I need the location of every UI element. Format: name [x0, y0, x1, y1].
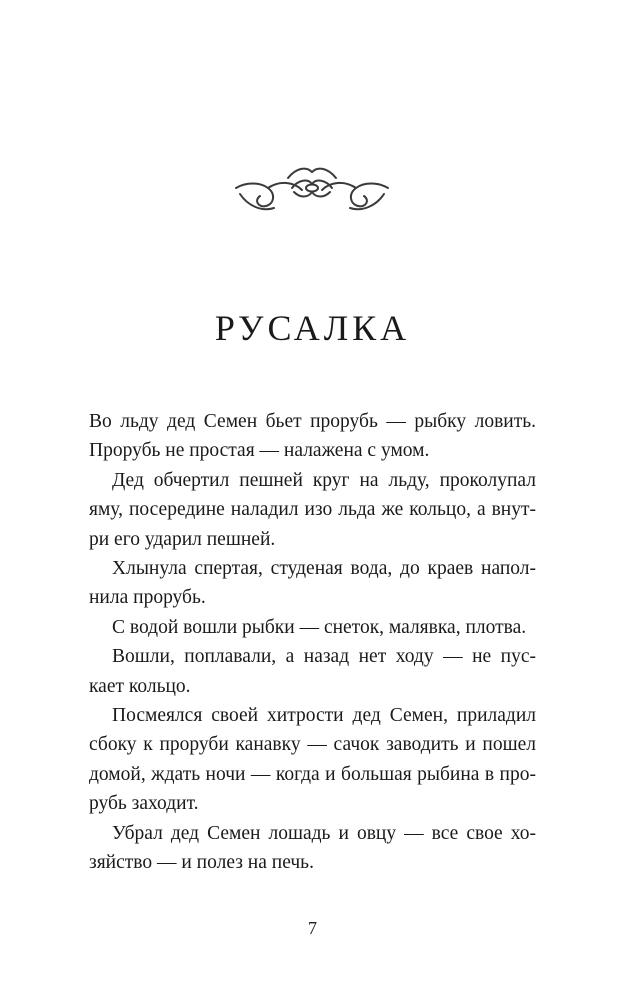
page-number: 7	[308, 918, 317, 938]
text-line: ри его ударил пешней.	[89, 528, 276, 550]
text-line: яму, посередине наладил изо льда же кольцо, а внут-	[89, 499, 536, 521]
text-line: Посмеялся своей хитрости дед Семен, приладил	[112, 705, 536, 727]
chapter-body	[89, 407, 536, 878]
text-line: Во льду дед Семен бьет прорубь — рыбку ловить.	[89, 411, 536, 432]
text-line: домой, ждать ночи — когда и большая рыбина в про-	[89, 763, 536, 785]
text-line: Дед обчертил пешней круг на льду, проколупал	[112, 469, 536, 491]
text-line: С водой вошли рыбки — снеток, малявка, плотва.	[112, 616, 527, 638]
text-line: нила прорубь.	[89, 587, 206, 609]
ornament-flourish-icon	[232, 160, 392, 224]
text-line: Убрал дед Семен лошадь и овцу — все свое хо-	[112, 822, 536, 844]
chapter-title: РУСАЛКА	[214, 308, 411, 348]
text-line: рубь заходит.	[89, 793, 199, 815]
text-line: Хлынула спертая, студеная вода, до краев напол-	[112, 558, 536, 580]
text-line: Прорубь не простая — налажена с умом.	[89, 440, 430, 462]
text-line: кает кольцо.	[89, 675, 191, 697]
text-line: сбоку к проруби канавку — сачок заводить и пошел	[89, 734, 536, 756]
text-line: Вошли, поплавали, а назад нет ходу — не пус-	[112, 646, 536, 668]
text-line: зяйство — и полез на печь.	[89, 852, 314, 874]
